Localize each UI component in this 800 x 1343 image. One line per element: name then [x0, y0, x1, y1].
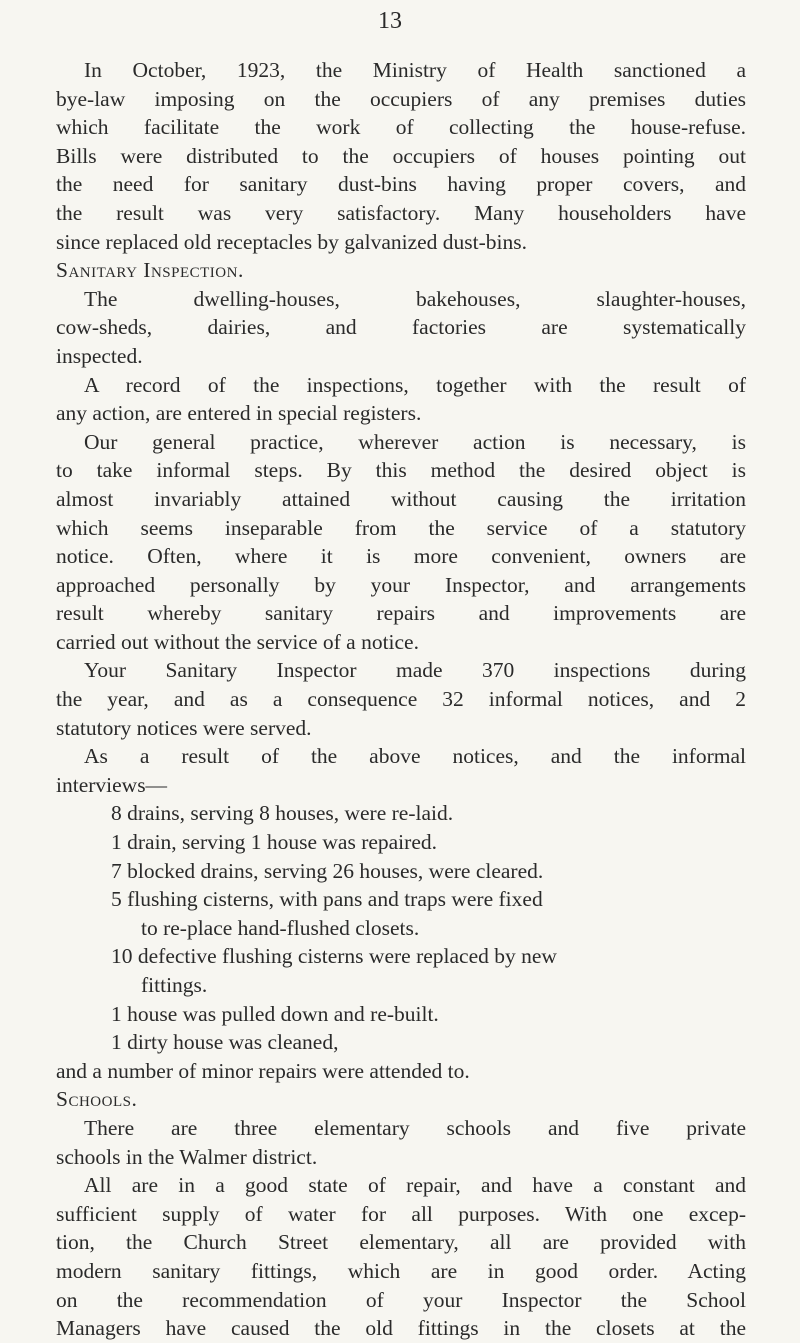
text-line: any action, are entered in special registers.	[56, 401, 422, 426]
text-line: approached personally by your Inspector, and arrangements	[56, 572, 746, 597]
section-heading-schools: Schools.	[56, 1087, 138, 1112]
text-line: schools in the Walmer district.	[56, 1144, 318, 1169]
list-item: 1 house was pulled down and re-built.	[111, 1001, 439, 1026]
text-line: result whereby sanitary repairs and improvements are	[56, 601, 746, 626]
text-line: Managers have caused the old fittings in the closets at the	[56, 1316, 746, 1341]
text-line: the result was very satisfactory. Many householders have	[56, 200, 746, 225]
text-line: As a result of the above notices, and the informal	[84, 744, 746, 769]
text-line: the year, and as a consequence 32 informal notices, and 2	[56, 687, 746, 712]
text-line: which seems inseparable from the service of a statutory	[56, 515, 746, 540]
list-item: 1 dirty house was cleaned,	[111, 1030, 339, 1055]
list-item: 1 drain, serving 1 house was repaired.	[111, 830, 437, 855]
body-text	[56, 56, 746, 1343]
text-line: to take informal steps. By this method the desired object is	[56, 458, 746, 483]
text-line: cow-sheds, dairies, and factories are systematically	[56, 315, 746, 340]
text-line: which facilitate the work of collecting the house-refuse.	[56, 115, 746, 140]
text-line: The dwelling-houses, bakehouses, slaughter-houses,	[84, 286, 746, 311]
list-item-continuation: fittings.	[141, 973, 208, 997]
text-line: almost invariably attained without causing the irritation	[56, 486, 746, 511]
text-line: carried out without the service of a notice.	[56, 629, 419, 654]
text-line: since replaced old receptacles by galvanized dust-bins.	[56, 229, 528, 254]
text-line: bye-law imposing on the occupiers of any premises duties	[56, 86, 746, 111]
list-item-continuation: to re-place hand-flushed closets.	[141, 915, 420, 940]
text-line: Our general practice, wherever action is necessary, is	[84, 429, 746, 454]
list-item: 10 defective flushing cisterns were replaced by new	[111, 944, 557, 969]
text-line: notice. Often, where it is more convenient, owners are	[56, 544, 746, 569]
text-line: sufficient supply of water for all purposes. With one excep-	[56, 1201, 746, 1226]
text-line: modern sanitary fittings, which are in good order. Acting	[56, 1258, 746, 1283]
list-item: 5 flushing cisterns, with pans and traps were fixed	[111, 887, 543, 912]
text-line: inspected.	[56, 343, 143, 368]
text-line: Your Sanitary Inspector made 370 inspections during	[84, 658, 746, 683]
section-heading-sanitary-inspection: Sanitary Inspection.	[56, 258, 244, 283]
text-line: All are in a good state of repair, and have a constant and	[84, 1173, 746, 1198]
page-number: 13	[378, 8, 402, 34]
text-line: statutory notices were served.	[56, 715, 312, 740]
list-item: 7 blocked drains, serving 26 houses, were cleared.	[111, 858, 544, 883]
list-item: 8 drains, serving 8 houses, were re-laid.	[111, 801, 454, 826]
text-line: and a number of minor repairs were attended to.	[56, 1058, 470, 1083]
text-line: Bills were distributed to the occupiers of houses pointing out	[56, 143, 746, 168]
text-line: tion, the Church Street elementary, all are provided with	[56, 1230, 746, 1255]
text-line: interviews—	[56, 772, 168, 797]
text-line: In October, 1923, the Ministry of Health sanctioned a	[84, 58, 746, 82]
text-line: the need for sanitary dust-bins having proper covers, and	[56, 172, 746, 197]
text-line: A record of the inspections, together with the result of	[84, 372, 746, 397]
text-line: There are three elementary schools and five private	[84, 1115, 746, 1140]
text-line: on the recommendation of your Inspector the School	[56, 1287, 746, 1312]
